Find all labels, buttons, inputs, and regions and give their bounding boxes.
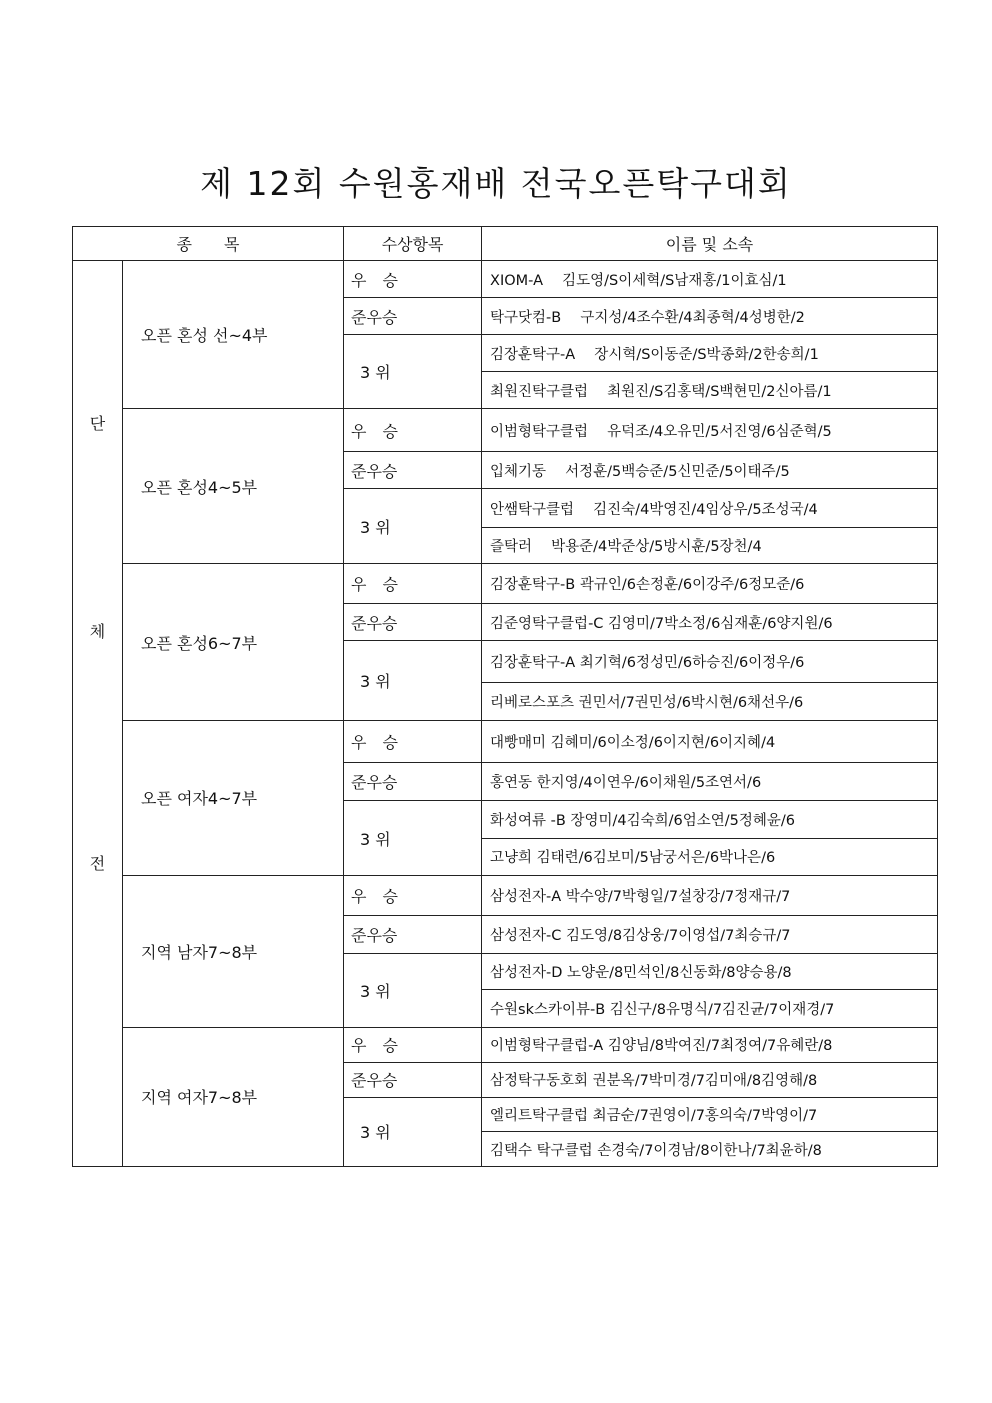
winner-entry: 삼성전자-A 박수양/7박형일/7설창강/7정재규/7: [482, 875, 938, 915]
third-place-entry: 리베로스포츠 권민서/7권민성/6박시현/6채선우/6: [482, 683, 938, 721]
award-label: 3 위: [344, 335, 482, 409]
third-place-entry: 김장훈탁구-A 최기혁/6정성민/6하승진/6이정우/6: [482, 641, 938, 683]
table-row: [73, 261, 938, 298]
award-label: 준우승: [344, 915, 482, 953]
award-label: 3 위: [344, 953, 482, 1027]
third-place-entry: 고냥희 김태련/6김보미/5남궁서은/6박나은/6: [482, 838, 938, 875]
group-label-char: 전: [89, 854, 106, 873]
award-label: 3 위: [344, 641, 482, 721]
table-row: [73, 875, 938, 915]
page-title: 제 12회 수원홍재배 전국오픈탁구대회: [200, 164, 792, 203]
event-name: 오픈 혼성4~5부: [123, 409, 344, 564]
header-category: [73, 227, 344, 261]
winner-entry: 이범형탁구클럽 유덕조/4오유민/5서진영/6심준혁/5: [482, 409, 938, 452]
event-name: 오픈 혼성 선~4부: [123, 261, 344, 409]
table-row: [73, 1027, 938, 1062]
third-place-entry: 최원진탁구클럽 최원진/S김홍택/S백현민/2신아름/1: [482, 372, 938, 409]
header-award: 수상항목: [344, 227, 482, 261]
group-label-char: 체: [89, 622, 106, 641]
award-label: 우 승: [344, 1027, 482, 1062]
event-name: 지역 여자7~8부: [123, 1027, 344, 1166]
award-label: 우 승: [344, 409, 482, 452]
award-label: 준우승: [344, 1062, 482, 1097]
award-label: 준우승: [344, 604, 482, 641]
award-label: 3 위: [344, 489, 482, 564]
header-row: [73, 227, 938, 261]
third-place-entry: 삼성전자-D 노양운/8민석인/8신동화/8양승용/8: [482, 953, 938, 989]
results-table: [72, 226, 938, 1167]
table-row: [73, 564, 938, 604]
header-entry: 이름 및 소속: [482, 227, 938, 261]
runner-up-entry: 홍연동 한지영/4이연우/6이채원/5조연서/6: [482, 763, 938, 801]
third-place-entry: 즐탁러 박용준/4박준상/5방시훈/5장천/4: [482, 528, 938, 564]
runner-up-entry: 삼성전자-C 김도영/8김상웅/7이영섭/7최승규/7: [482, 915, 938, 953]
runner-up-entry: 탁구닷컴-B 구지성/4조수환/4최종혁/4성병한/2: [482, 298, 938, 335]
winner-entry: 대빵매미 김혜미/6이소정/6이지현/6이지혜/4: [482, 721, 938, 763]
award-label: 준우승: [344, 298, 482, 335]
third-place-entry: 화성여류 -B 장영미/4김숙희/6엄소연/5정혜윤/6: [482, 801, 938, 838]
award-label: 3 위: [344, 1097, 482, 1166]
winner-entry: XIOM-A 김도영/S이세혁/S남재홍/1이효심/1: [482, 261, 938, 298]
winner-entry: 김장훈탁구-B 곽규인/6손정훈/6이강주/6정모준/6: [482, 564, 938, 604]
award-label: 준우승: [344, 452, 482, 489]
third-place-entry: 수원sk스카이뷰-B 김신구/8유명식/7김진균/7이재경/7: [482, 989, 938, 1027]
award-label: 우 승: [344, 261, 482, 298]
third-place-entry: 김택수 탁구클럽 손경숙/7이경남/8이한나/7최윤하/8: [482, 1132, 938, 1167]
table-row: [73, 721, 938, 763]
third-place-entry: 안쌤탁구클럽 김진숙/4박영진/4임상우/5조성국/4: [482, 489, 938, 528]
award-label: 우 승: [344, 721, 482, 763]
event-name: 오픈 여자4~7부: [123, 721, 344, 875]
group-label-char: 단: [89, 414, 106, 433]
award-label: 준우승: [344, 763, 482, 801]
award-label: 3 위: [344, 801, 482, 875]
event-name: 지역 남자7~8부: [123, 875, 344, 1027]
header-category-label: 종 목: [176, 235, 240, 254]
third-place-entry: 엘리트탁구클럽 최금순/7권영이/7홍의숙/7박영이/7: [482, 1097, 938, 1131]
third-place-entry: 김장훈탁구-A 장시혁/S이동준/S박종화/2한송희/1: [482, 335, 938, 372]
runner-up-entry: 삼정탁구동호회 권분옥/7박미경/7김미애/8김영해/8: [482, 1062, 938, 1097]
winner-entry: 이범형탁구클럽-A 김양님/8박여진/7최정여/7유혜란/8: [482, 1027, 938, 1062]
group-label-cell: [73, 261, 123, 1167]
award-label: 우 승: [344, 564, 482, 604]
event-name: 오픈 혼성6~7부: [123, 564, 344, 721]
award-label: 우 승: [344, 875, 482, 915]
runner-up-entry: 입체기동 서정훈/5백승준/5신민준/5이태주/5: [482, 452, 938, 489]
table-row: [73, 409, 938, 452]
runner-up-entry: 김준영탁구클럽-C 김영미/7박소정/6심재훈/6양지원/6: [482, 604, 938, 641]
